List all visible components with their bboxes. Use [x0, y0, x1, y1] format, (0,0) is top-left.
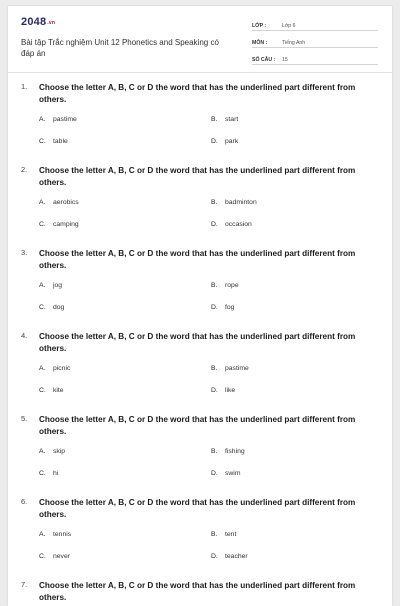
option-letter: D. — [211, 470, 218, 477]
question-number: 5. — [21, 414, 28, 423]
option-text: aerobics — [53, 199, 79, 206]
option-letter: C. — [39, 387, 46, 394]
option-text: kite — [53, 387, 64, 394]
option-text: teacher — [225, 553, 248, 560]
option-text: occasion — [225, 221, 252, 228]
answer-option[interactable] — [211, 448, 245, 455]
header-divider — [8, 72, 392, 73]
option-text: never — [53, 553, 71, 560]
option-letter: A. — [39, 282, 46, 289]
option-letter: C. — [39, 470, 46, 477]
option-letter: B. — [211, 282, 218, 289]
option-text: like — [225, 387, 236, 394]
question-number: 1. — [21, 82, 28, 91]
answer-option[interactable] — [211, 553, 248, 560]
option-letter: B. — [211, 199, 218, 206]
answer-option[interactable] — [211, 282, 239, 289]
option-text: pastime — [53, 116, 77, 123]
option-text: park — [225, 138, 239, 145]
option-letter: C. — [39, 304, 46, 311]
site-logo[interactable] — [21, 16, 55, 28]
answer-option[interactable] — [211, 531, 236, 538]
option-text: pastime — [225, 365, 249, 372]
meta-row-class — [252, 16, 378, 31]
meta-value: 15 — [282, 57, 288, 63]
answer-option[interactable] — [39, 387, 64, 394]
option-letter: B. — [211, 365, 218, 372]
option-letter: A. — [39, 116, 46, 123]
option-text: tennis — [53, 531, 72, 538]
answer-option[interactable] — [211, 470, 240, 477]
logo-suffix: .vn — [47, 20, 56, 26]
document-title: Bài tập Trắc nghiệm Unit 12 Phonetics and Speaking có đáp án — [21, 38, 219, 58]
answer-option[interactable] — [39, 199, 79, 206]
meta-row-count — [252, 50, 378, 65]
option-letter: A. — [39, 365, 46, 372]
option-letter: B. — [211, 448, 218, 455]
option-letter: A. — [39, 448, 46, 455]
document-page — [8, 6, 392, 606]
answer-option[interactable] — [211, 116, 238, 123]
meta-row-subject — [252, 33, 378, 48]
question-number: 2. — [21, 165, 28, 174]
answer-option[interactable] — [39, 138, 68, 145]
question-text: Choose the letter A, B, C or D the word that has the underlined part different from others. — [39, 249, 356, 270]
answer-option[interactable] — [39, 553, 70, 560]
option-letter: A. — [39, 199, 46, 206]
option-text: swim — [225, 470, 241, 477]
option-text: start — [225, 116, 239, 123]
answer-option[interactable] — [211, 138, 238, 145]
answer-option[interactable] — [39, 304, 64, 311]
answer-option[interactable] — [39, 365, 70, 372]
option-letter: D. — [211, 221, 218, 228]
meta-value: Tiếng Anh — [282, 40, 306, 46]
option-text: tent — [225, 531, 237, 538]
option-letter: C. — [39, 221, 46, 228]
option-text: dog — [53, 304, 65, 311]
answer-option[interactable] — [211, 199, 257, 206]
question-text: Choose the letter A, B, C or D the word that has the underlined part different from others. — [39, 332, 356, 353]
option-letter: B. — [211, 116, 218, 123]
option-letter: B. — [211, 531, 218, 538]
option-text: jog — [53, 282, 63, 289]
meta-label: LỚP : — [252, 23, 267, 29]
question-text: Choose the letter A, B, C or D the word that has the underlined part different from others. — [39, 498, 356, 519]
option-letter: A. — [39, 531, 46, 538]
option-text: table — [53, 138, 68, 145]
option-text: fog — [225, 304, 235, 311]
option-text: fishing — [225, 448, 245, 455]
option-text: camping — [53, 221, 79, 228]
question-number: 6. — [21, 497, 28, 506]
option-letter: D. — [211, 553, 218, 560]
answer-option[interactable] — [211, 387, 235, 394]
option-text: rope — [225, 282, 239, 289]
option-text: skip — [53, 448, 66, 455]
answer-option[interactable] — [39, 116, 77, 123]
question-number: 4. — [21, 331, 28, 340]
answer-option[interactable] — [39, 221, 79, 228]
document-meta — [252, 16, 378, 67]
meta-value: Lớp 6 — [282, 23, 296, 29]
answer-option[interactable] — [211, 221, 252, 228]
question-number: 7. — [21, 580, 28, 589]
option-letter: D. — [211, 304, 218, 311]
option-letter: D. — [211, 387, 218, 394]
answer-option[interactable] — [39, 282, 62, 289]
logo-text: 2048 — [21, 16, 47, 28]
answer-option[interactable] — [39, 448, 65, 455]
option-letter: C. — [39, 138, 46, 145]
option-letter: D. — [211, 138, 218, 145]
option-letter: C. — [39, 553, 46, 560]
option-text: badminton — [225, 199, 257, 206]
question-text: Choose the letter A, B, C or D the word that has the underlined part different from others. — [39, 415, 356, 436]
option-text: picnic — [53, 365, 71, 372]
answer-option[interactable] — [39, 470, 58, 477]
question-number: 3. — [21, 248, 28, 257]
answer-option[interactable] — [39, 531, 71, 538]
meta-label: MÔN : — [252, 40, 268, 46]
question-text: Choose the letter A, B, C or D the word that has the underlined part different from others. — [39, 83, 356, 104]
option-text: hi — [53, 470, 59, 477]
question-text: Choose the letter A, B, C or D the word that has the underlined part different from others. — [39, 166, 356, 187]
meta-label: SỐ CÂU : — [252, 57, 276, 63]
answer-option[interactable] — [211, 304, 234, 311]
question-text: Choose the letter A, B, C or D the word that has the underlined part different from others. — [39, 581, 356, 602]
answer-option[interactable] — [211, 365, 249, 372]
